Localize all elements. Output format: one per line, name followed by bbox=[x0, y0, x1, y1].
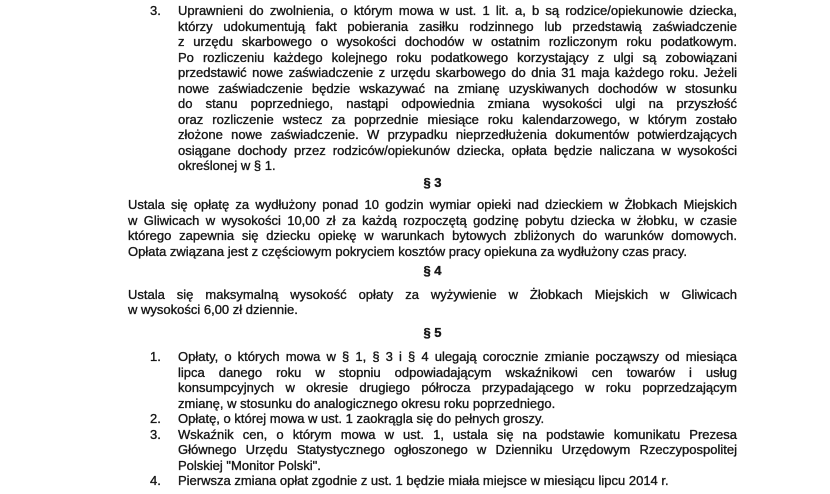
text-line: określonej w § 1. bbox=[178, 158, 276, 173]
list-item-number: 2. bbox=[150, 411, 161, 426]
text-line: konsumpcyjnych w okresie drugiego półrocza przypadającego w roku poprzedzającym bbox=[178, 380, 737, 395]
section-heading-4: § 4 bbox=[423, 263, 442, 278]
text-line: do stanu poprzedniego, nastąpi odpowiednia zmiana wysokości ulgi na przyszłość bbox=[178, 96, 737, 111]
section-4-paragraph bbox=[128, 287, 737, 318]
list-item-number: 1. bbox=[150, 349, 161, 364]
list-item-number: 3. bbox=[150, 426, 161, 442]
list-item-1 bbox=[150, 349, 737, 411]
text-line: Ustala się maksymalną wysokość opłaty za wyżywienie w Żłobkach Miejskich w Gliwicach bbox=[128, 286, 737, 302]
list-item-number: 3. bbox=[150, 3, 161, 18]
section-3-paragraph bbox=[128, 197, 737, 259]
text-line: osiągane dochody przez rodziców/opiekunów dziecka, opłata będzie naliczana w wysokości bbox=[178, 142, 737, 158]
text-line: Opłaty, o których mowa w § 1, § 3 i § 4 ulegają corocznie zmianie począwszy od miesiąca bbox=[178, 349, 737, 364]
text-line: Głównego Urzędu Statystycznego ogłoszonego w Dzienniku Urzędowym Rzeczypospolitej bbox=[178, 442, 737, 457]
section-heading-5: § 5 bbox=[423, 324, 442, 340]
list-item-text bbox=[178, 473, 737, 489]
text-line: w Gliwicach w wysokości 10,00 zł za każdą rozpoczętą godzinę pobytu dziecka w żłobku, w czasie bbox=[128, 212, 737, 228]
list-item-text bbox=[178, 3, 737, 174]
text-line: nowe zaświadczenie będzie wskazywać na zmianę uzyskiwanych dochodów w stosunku bbox=[178, 80, 737, 96]
text-line: Wskaźnik cen, o którym mowa w ust. 1, ustala się na podstawie komunikatu Prezesa bbox=[178, 426, 737, 442]
text-line: oraz rozliczenie wstecz za poprzednie miesiące roku kalendarzowego, w którym zostało bbox=[178, 111, 737, 127]
list-item-3 bbox=[150, 3, 737, 174]
text-line: przedstawić nowe zaświadczenie z urzędu skarbowego do dnia 31 maja każdego roku. Jeżeli bbox=[178, 65, 737, 80]
list-item-text bbox=[178, 427, 737, 474]
list-item-text bbox=[178, 411, 737, 427]
text-line: Po rozliczeniu każdego kolejnego roku podatkowego korzystający z ulgi są zobowiązani bbox=[178, 49, 737, 65]
text-line: Opłata związana jest z częściowym pokryciem kosztów pracy opiekuna za wydłużony czas pracy. bbox=[128, 243, 687, 259]
list-item-number: 4. bbox=[150, 473, 161, 488]
text-line: w wysokości 6,00 zł dziennie. bbox=[128, 302, 298, 317]
text-line: Uprawnieni do zwolnienia, o którym mowa w ust. 1 lit. a, b są rodzice/opiekunowie dziecka, bbox=[178, 3, 737, 18]
list-item-text bbox=[178, 349, 737, 411]
text-line: Ustala się opłatę za wydłużony ponad 10 godzin wymiar opieki nad dzieckiem w Żłobkach Miejskich bbox=[128, 197, 737, 212]
text-line: Opłatę, o której mowa w ust. 1 zaokrągla się do pełnych groszy. bbox=[178, 411, 545, 426]
text-line: zmianę, w stosunku do analogicznego okresu roku poprzedniego. bbox=[178, 395, 556, 411]
list-item-4 bbox=[150, 473, 737, 489]
text-line: Polskiej "Monitor Polski". bbox=[178, 457, 321, 473]
list-item-3b bbox=[150, 427, 737, 474]
text-line: z urzędu skarbowego o wysokości dochodów w ostatnim rozliczonym roku podatkowym. bbox=[178, 34, 737, 49]
list-item-2 bbox=[150, 411, 737, 427]
text-line: złożone nowe zaświadczenie. W przypadku nieprzedłużenia dokumentów potwierdzających bbox=[178, 127, 737, 142]
text-line: którego zapewnia się dziecku opiekę w warunkach bytowych zbliżonych do warunków domowych. bbox=[128, 228, 737, 243]
text-line: lipca danego roku w stopniu odpowiadającym wskaźnikowi cen towarów i usług bbox=[178, 364, 737, 380]
text-line: Pierwsza zmiana opłat zgodnie z ust. 1 będzie miała miejsce w miesiącu lipcu 2014 r. bbox=[178, 473, 669, 488]
section-heading-3: § 3 bbox=[423, 174, 442, 190]
text-line: którzy udokumentują fakt pobierania zasiłku rodzinnego lub przedstawią zaświadczenie bbox=[178, 18, 737, 34]
